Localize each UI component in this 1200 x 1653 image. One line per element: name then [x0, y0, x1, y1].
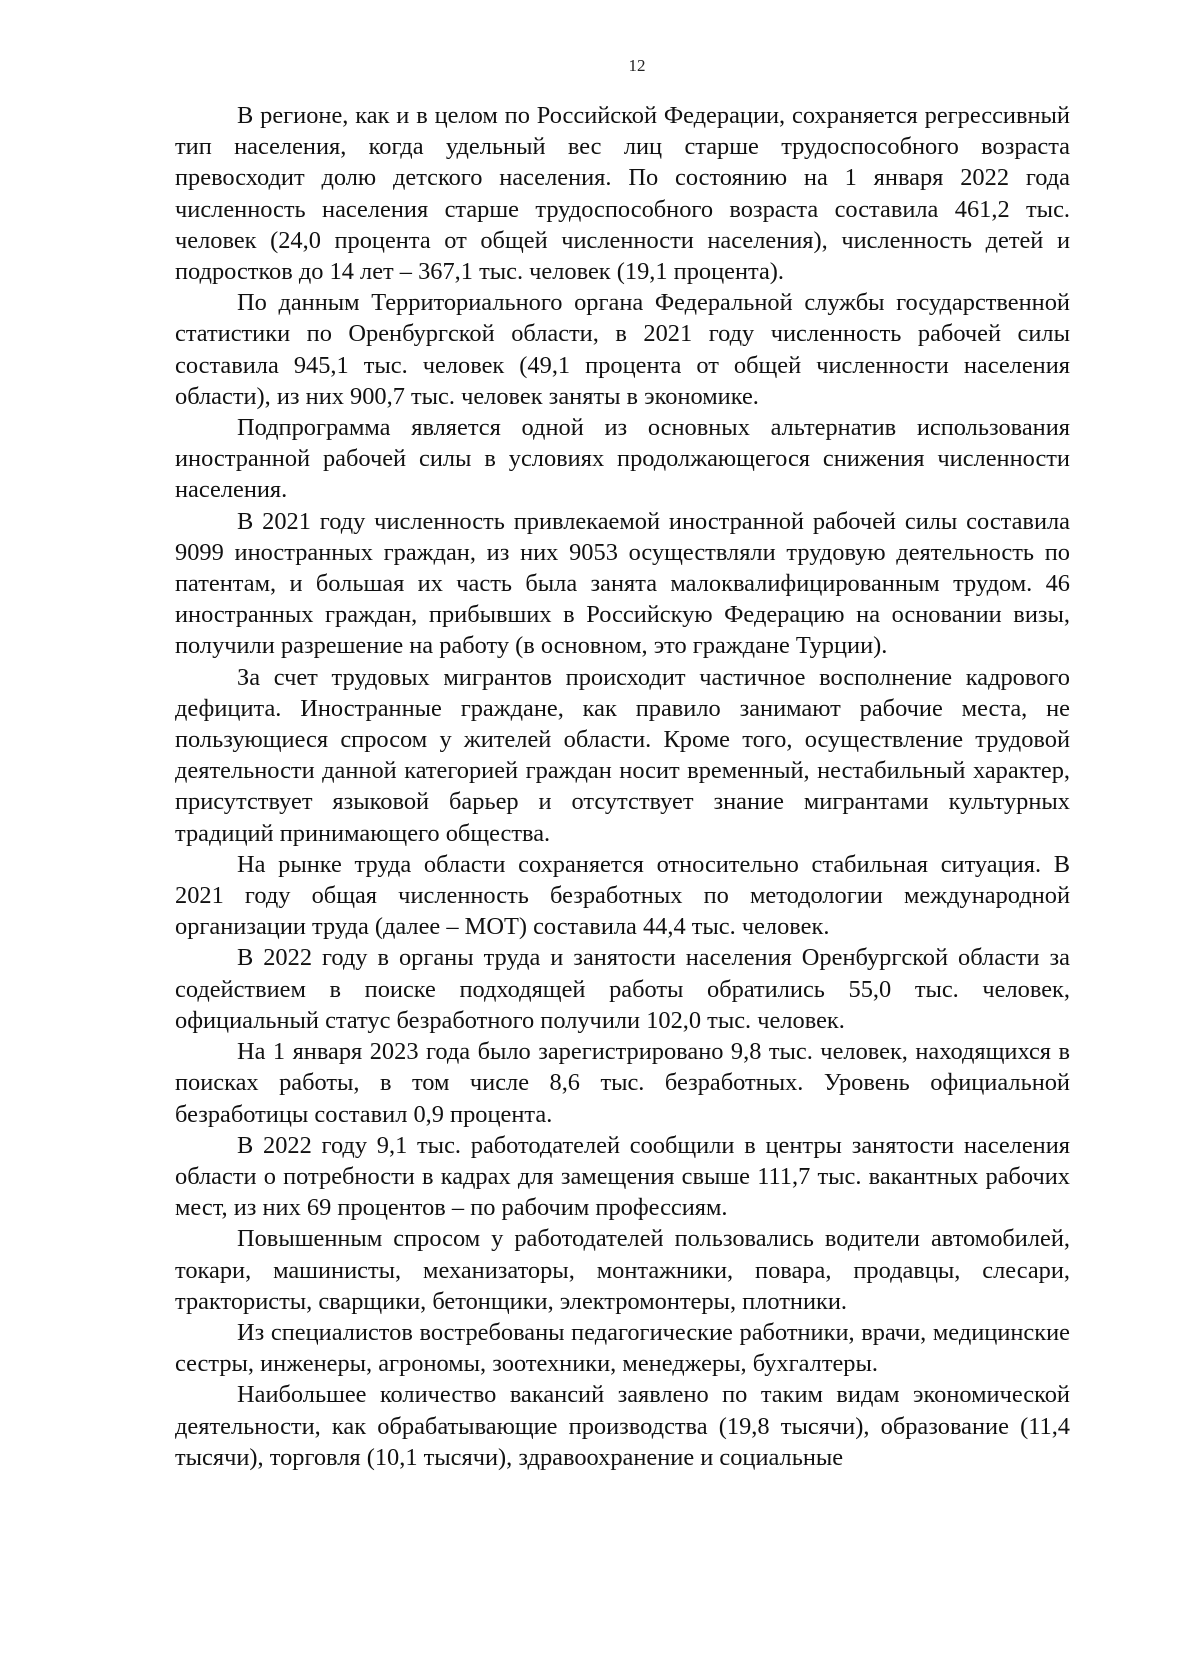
paragraph-vacancies-by-sector: Наибольшее количество вакансий заявлено по таким видам экономической деятельности, как обрабатывающие производства (19,8 тысячи), образование (11,4 тысячи), торговля (10,1 тысячи), здравоохранение и социальные: [175, 1381, 1070, 1471]
paragraph-foreign-workers: В 2021 году численность привлекаемой иностранной рабочей силы составила 9099 иностранных граждан, из них 9053 осуществляли трудовую деятельность по патентам, и большая их часть была занята малоквалифицированным трудом. 46 иностранных граждан, прибывших в Российскую Федерацию на основании визы, получили разрешение на работу (в основном, это граждане Турции).: [175, 507, 1070, 660]
page-number: 12: [628, 56, 646, 75]
paragraph-registered-unemployed: На 1 января 2023 года было зарегистрировано 9,8 тыс. человек, находящихся в поисках работы, в том числе 8,6 тыс. безработных. Уровень официальной безработицы составил 0,9 процента.: [175, 1038, 1070, 1128]
paragraph-subprogram: Подпрограмма является одной из основных альтернатив использования иностранной рабочей силы в условиях продолжающегося снижения численности населения.: [175, 414, 1070, 504]
paragraph-employers-demand: В 2022 году 9,1 тыс. работодателей сообщили в центры занятости населения области о потребности в кадрах для замещения свыше 111,7 тыс. вакантных рабочих мест, из них 69 процентов – по рабочим профессиям.: [175, 1131, 1070, 1222]
paragraph-demanded-workers: Повышенным спросом у работодателей пользовались водители автомобилей, токари, машинисты, механизаторы, монтажники, повара, продавцы, слесари, трактористы, сварщики, бетонщики, электромонтеры, плотники.: [175, 1225, 1070, 1315]
paragraph-labor-market: На рынке труда области сохраняется относительно стабильная ситуация. В 2021 году общая численность безработных по методологии международной организации труда (далее – МОТ) составила 44,4 тыс. человек.: [175, 850, 1070, 941]
paragraph-demanded-specialists: Из специалистов востребованы педагогические работники, врачи, медицинские сестры, инженеры, агрономы, зоотехники, менеджеры, бухгалтеры.: [175, 1318, 1070, 1378]
paragraph-employment-agencies: В 2022 году в органы труда и занятости населения Оренбургской области за содействием в поиске подходящей работы обратились 55,0 тыс. человек, официальный статус безработного получили 102,0 тыс. человек.: [175, 944, 1070, 1034]
document-body: [175, 100, 1070, 1473]
paragraph-population-type: В регионе, как и в целом по Российской Федерации, сохраняется регрессивный тип населения, когда удельный вес лиц старше трудоспособного возраста превосходит долю детского населения. По состоянию на 1 января 2022 года численность населения старше трудоспособного возраста составила 461,2 тыс. человек (24,0 процента от общей численности населения), численность детей и подростков до 14 лет – 367,1 тыс. человек (19,1 процента).: [175, 102, 1070, 286]
paragraph-labor-migrants: За счет трудовых мигрантов происходит частичное восполнение кадрового дефицита. Иностранные граждане, как правило занимают рабочие места, не пользующиеся спросом у жителей области. Кроме того, осуществление трудовой деятельности данной категорией граждан носит временный, нестабильный характер, присутствует языковой барьер и отсутствует знание мигрантами культурных традиций принимающего общества.: [175, 663, 1070, 847]
paragraph-labor-force: По данным Территориального органа Федеральной службы государственной статистики по Оренбургской области, в 2021 году численность рабочей силы составила 945,1 тыс. человек (49,1 процента от общей численности населения области), из них 900,7 тыс. человек заняты в экономике.: [175, 289, 1070, 410]
